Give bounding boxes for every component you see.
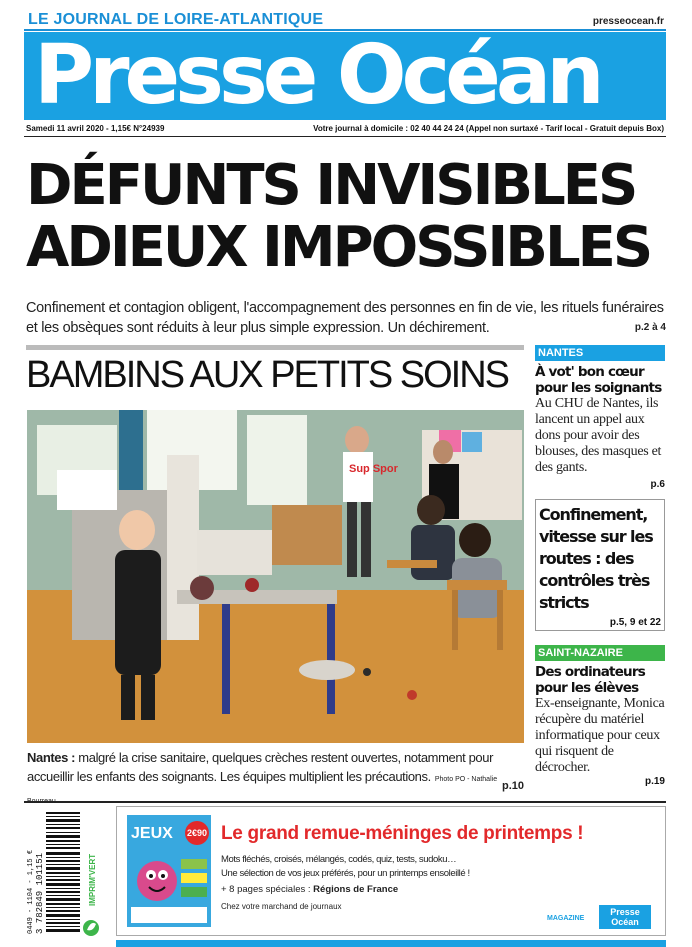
story-photo <box>27 410 524 743</box>
headline-line-1: DÉFUNTS INVISIBLES <box>26 153 636 218</box>
mascot-icon <box>127 815 211 927</box>
photo-credit: Photo PO - Nathalie <box>434 776 498 783</box>
intro-page-ref: p.2 à 4 <box>634 322 666 333</box>
ad-retailer: Chez votre marchand de journaux <box>221 902 342 911</box>
caption-lead: Nantes : <box>27 750 76 765</box>
ad-presse-ocean-logo <box>599 905 651 929</box>
top-bar <box>24 10 666 30</box>
saint-nazaire-tag: SAINT-NAZAIRE <box>535 645 665 661</box>
nantes-title: À vot' bon cœur pour les soignants <box>535 364 662 396</box>
cover-title: JEUX <box>131 825 173 842</box>
story-rule <box>26 345 524 350</box>
ad-title: Le grand remue-méninges de printemps ! <box>221 823 584 844</box>
ad-description <box>221 853 521 881</box>
footer-bar <box>116 940 666 947</box>
intro-text: Confinement et contagion obligent, l'accompagnement des personnes en fin de vie, les rituels funéraires et les obsèques sont réduits à leur plus simple expression. Un déchirement. <box>26 300 664 336</box>
box-title: Confinement, vitesse sur les routes : des contrôles très stricts <box>539 505 653 612</box>
ad-logo-line-1: Presse <box>610 907 640 917</box>
leaf-icon <box>82 820 100 940</box>
saint-nazaire-page-ref: p.19 <box>644 776 665 787</box>
cover-price-badge: 2€90 <box>185 821 209 845</box>
story-page-ref: p.10 <box>501 780 524 792</box>
imprim-vert-label: IMPRIM'VERT <box>88 853 97 906</box>
logo: Presse Océan <box>34 32 600 120</box>
barcode-number: 3 782849 101151 <box>35 852 45 934</box>
top-divider <box>24 29 666 31</box>
headline-line-2: ADIEUX IMPOSSIBLES <box>26 215 651 280</box>
ad-line-2: Une sélection de vos jeux préférés, pour un printemps ensoleillé ! <box>221 868 470 879</box>
saint-nazaire-title: Des ordinateurs pour les élèves <box>535 664 645 696</box>
masthead <box>24 32 666 120</box>
sidebar-saint-nazaire[interactable] <box>535 645 665 787</box>
site-link[interactable]: presseocean.fr <box>592 16 664 27</box>
imprim-vert-logo <box>82 820 100 940</box>
nantes-text: Au CHU de Nantes, ils lancent un appel aux dons pour avoir des blouses, des masques et des gants. <box>535 396 662 475</box>
journal-label: LE JOURNAL DE LOIRE-ATLANTIQUE <box>28 11 324 28</box>
sidebar-nantes[interactable] <box>535 345 665 490</box>
saint-nazaire-text: Ex-enseignante, Monica récupère du matériel informatique pour ceux qui risquent de décrocher. <box>535 696 665 775</box>
nantes-tag: NANTES <box>535 345 665 361</box>
ad-plus-bold: Régions de France <box>310 884 399 895</box>
ad-magazine-label: MAGAZINE <box>547 915 585 922</box>
ad-magazine-cover <box>127 815 211 927</box>
barcode-side-text: 0449 - 1104 - 1,15 € <box>27 849 35 934</box>
jeux-magazine-ad[interactable] <box>116 806 666 936</box>
intro-paragraph <box>26 298 668 338</box>
caption-text: malgré la crise sanitaire, quelques crèches restent ouvertes, notamment pour accueillir les enfants des soignants. Les équipes multiplient les précautions. <box>27 750 494 784</box>
date-info: Samedi 11 avril 2020 - 1,15€ N°24939 <box>26 124 165 133</box>
box-page-ref: p.5, 9 et 22 <box>609 617 661 628</box>
dateline <box>24 123 666 137</box>
nantes-page-ref: p.6 <box>650 479 665 490</box>
ad-line-1: Mots fléchés, croisés, mélangés, codés, quiz, tests, sudoku… <box>221 854 457 865</box>
tshirt-text: Sup Spor <box>349 463 398 475</box>
main-headline[interactable] <box>26 155 668 279</box>
ad-logo-line-2: Océan <box>611 917 639 927</box>
traffic-controls-box[interactable] <box>535 499 665 631</box>
home-delivery-info: Votre journal à domicile : 02 40 44 24 24 (Appel non surtaxé - Tarif local - Gratuit depuis Box) <box>313 124 664 133</box>
story-title[interactable]: BAMBINS AUX PETITS SOINS <box>26 354 509 396</box>
nursery-photo-illustration <box>27 410 524 743</box>
bottom-divider <box>24 801 666 803</box>
ad-special-pages <box>221 884 398 895</box>
ad-plus-prefix: + 8 pages spéciales : <box>221 884 311 895</box>
